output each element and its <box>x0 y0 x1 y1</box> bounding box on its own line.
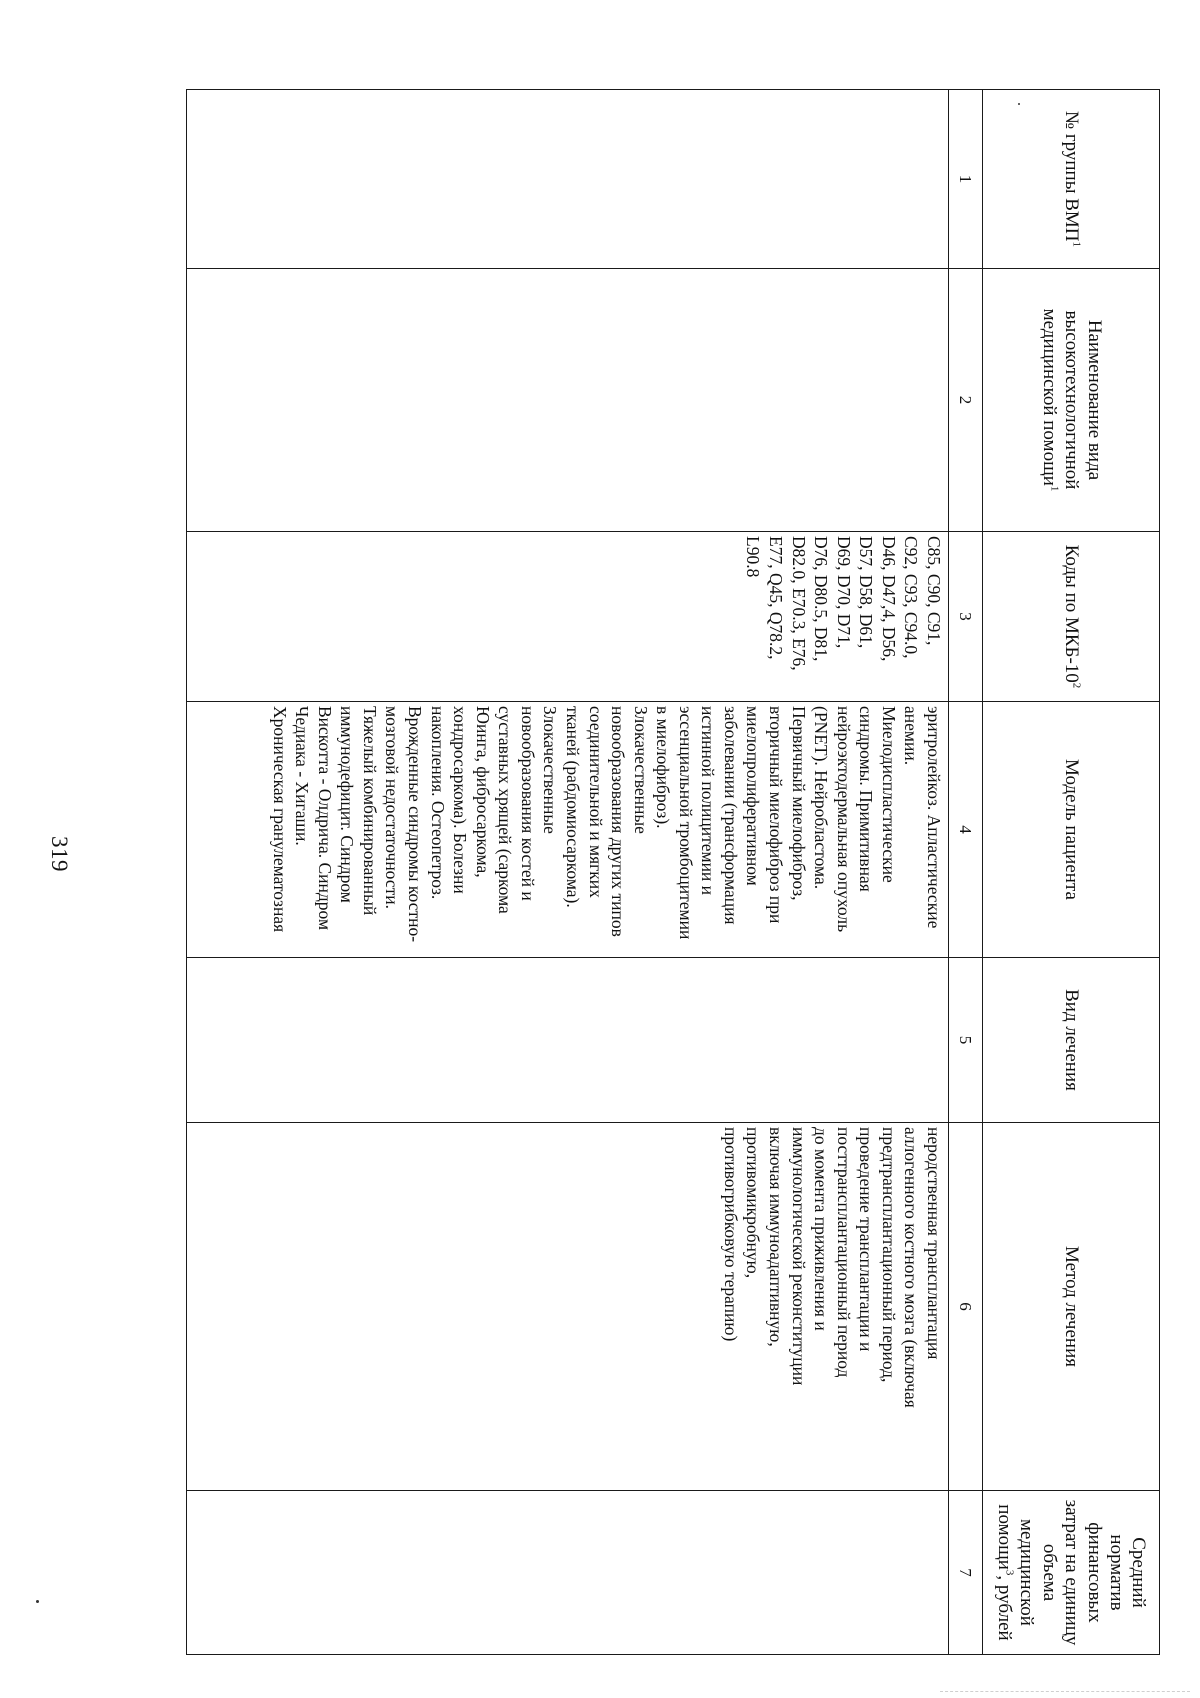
header-treatment-type: Вид лечения <box>983 958 1160 1123</box>
cell-group-number <box>187 90 949 269</box>
header-icd-codes: Коды по МКБ-$10^2$ <box>983 532 1160 702</box>
column-number-row <box>949 90 983 1655</box>
header-row <box>983 90 1160 1655</box>
header-patient-model: Модель пациента <box>983 702 1160 958</box>
column-number: 4 <box>949 702 983 958</box>
column-number: 6 <box>949 1123 983 1491</box>
cell-vmp-name <box>187 269 949 532</box>
column-number: 2 <box>949 269 983 532</box>
cell-treatment-type <box>187 958 949 1123</box>
scan-speck <box>1018 103 1020 105</box>
header-vmp-name: Наименование вида высокотехнологичной медицинской помощи$^1$ <box>983 269 1160 532</box>
services-table <box>186 89 1160 1655</box>
scan-speck <box>36 1600 39 1603</box>
cell-cost-standard <box>187 1491 949 1655</box>
column-number: 7 <box>949 1491 983 1655</box>
page-number: 319 <box>47 836 72 872</box>
header-group-number: № группы ВМП$^1$ <box>983 90 1160 269</box>
column-number: 3 <box>949 532 983 702</box>
header-treatment-method: Метод лечения <box>983 1123 1160 1491</box>
column-number: 1 <box>949 90 983 269</box>
services-table-sheet <box>186 89 1160 1654</box>
table-row <box>187 90 949 1655</box>
cell-icd-codes: C85, C90, C91, C92, C93, C94.0, D46, D47,4, D56, D57, D58, D61, D69, D70, D71, D76, D80.5, D81, D82.0, E70.3, E76, E77, Q45, Q78.2, L90.8 <box>187 532 949 702</box>
scan-edge-marks <box>940 1689 1190 1692</box>
column-number: 5 <box>949 958 983 1123</box>
cell-treatment-method: неродственная трансплантация аллогенного костного мозга (включая предтрансплантационный период, проведение трансплантации и посттрансплантационный период до момента приживления и иммунологической реконституции включая иммуноадаптивную, противомикробную, противогрибковую терапию) <box>187 1123 949 1491</box>
header-cost-standard: Средний норматив финансовых затрат на единицу объема медицинской помощи$^3$, рублей <box>983 1491 1160 1655</box>
cell-patient-model: эритролейкоз. Апластические анемии. Миелодиспластические синдромы. Примитивная нейроэктодермальная опухоль (PNET). Нейробластома. Первичный миелофиброз, вторичный миелофиброз при миелопролиферативном заболевании (трансформация истинной полицитемии и эссенциальной тромбоцитемии в миелофиброз). Злокачественные новообразования других типов соединительной и мягких тканей (рабдомиосаркома). Злокачественные новообразования костей и суставных хрящей (саркома Юинга, фибросаркома, хондросаркома). Болезни накопления. Остеопетроз. Врожденные синдромы костно- мозговой недостаточности. Тяжелый комбинированный иммунодефицит. Синдром Вискотта - Олдрича. Синдром Чедиака - Хигаши. Хроническая гранулематозная <box>187 702 949 958</box>
